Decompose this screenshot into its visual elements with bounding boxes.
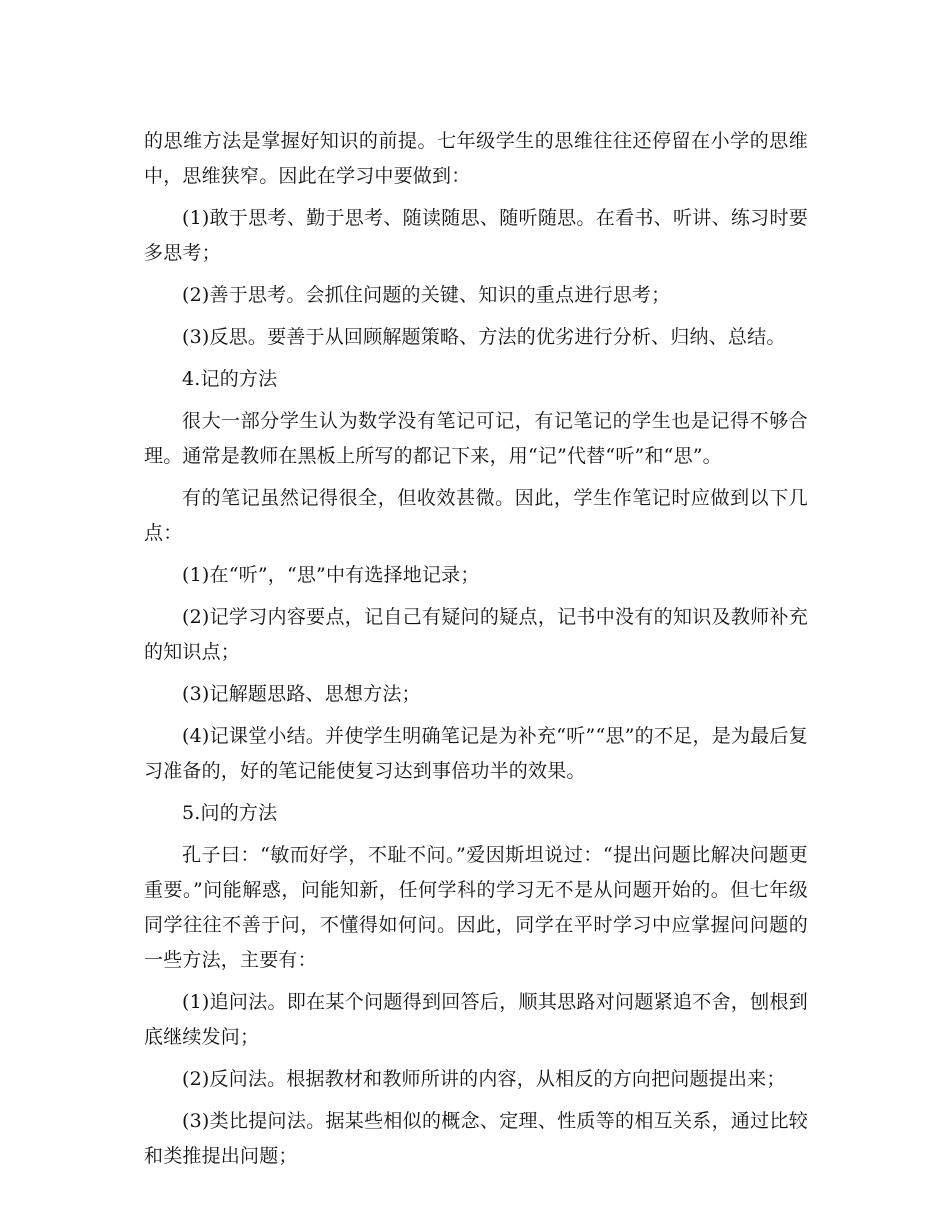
- paragraph-asking-intro: 孔子曰：“敏而好学，不耻不问。”爱因斯坦说过：“提出问题比解决问题更重要。”问能解惑，问能知新，任何学科的学习无不是从问题开始的。但七年级同学往往不善于问，不懂得如何问。因此，同学在平时学习中应掌握问问题的一些方法，主要有：: [144, 844, 808, 971]
- list-item-notes-4: (4)记课堂小结。并使学生明确笔记是为补充“听”“思”的不足，是为最后复习准备的，好的笔记能使复习达到事倍功半的效果。: [144, 725, 808, 782]
- list-item-notes-3: (3)记解题思路、思想方法；: [182, 683, 421, 705]
- paragraph-notes-2: 有的笔记虽然记得很全，但收效甚微。因此，学生作笔记时应做到以下几点：: [144, 487, 808, 544]
- list-item-asking-2: (2)反问法。根据教材和教师所讲的内容，从相反的方向把问题提出来；: [182, 1068, 786, 1090]
- list-item-asking-3: (3)类比提问法。据某些相似的概念、定理、性质等的相互关系，通过比较和类推提出问题；: [144, 1110, 808, 1167]
- paragraph-notes-1: 很大一部分学生认为数学没有笔记可记，有记笔记的学生也是记得不够合理。通常是教师在黑板上所写的都记下来，用“记”代替“听”和“思”。: [144, 410, 808, 467]
- list-item-think-3: (3)反思。要善于从回顾解题策略、方法的优劣进行分析、归纳、总结。: [182, 326, 786, 348]
- section-heading-notes: 4.记的方法: [182, 368, 278, 390]
- list-item-asking-1: (1)追问法。即在某个问题得到回答后，顺其思路对问题紧追不舍，刨根到底继续发问；: [144, 991, 808, 1048]
- list-item-notes-1: (1)在“听”，“思”中有选择地记录；: [182, 564, 480, 586]
- paragraph-intro-continuation: 的思维方法是掌握好知识的前提。七年级学生的思维往往还停留在小学的思维中，思维狭窄。因此在学习中要做到：: [144, 130, 808, 187]
- list-item-think-1: (1)敢于思考、勤于思考、随读随思、随听随思。在看书、听讲、练习时要多思考；: [144, 207, 808, 264]
- document-body: [144, 124, 808, 1181]
- list-item-think-2: (2)善于思考。会抓住问题的关键、知识的重点进行思考；: [182, 284, 671, 306]
- list-item-notes-2: (2)记学习内容要点，记自己有疑问的疑点，记书中没有的知识及教师补充的知识点；: [144, 606, 808, 663]
- section-heading-asking: 5.问的方法: [182, 802, 278, 824]
